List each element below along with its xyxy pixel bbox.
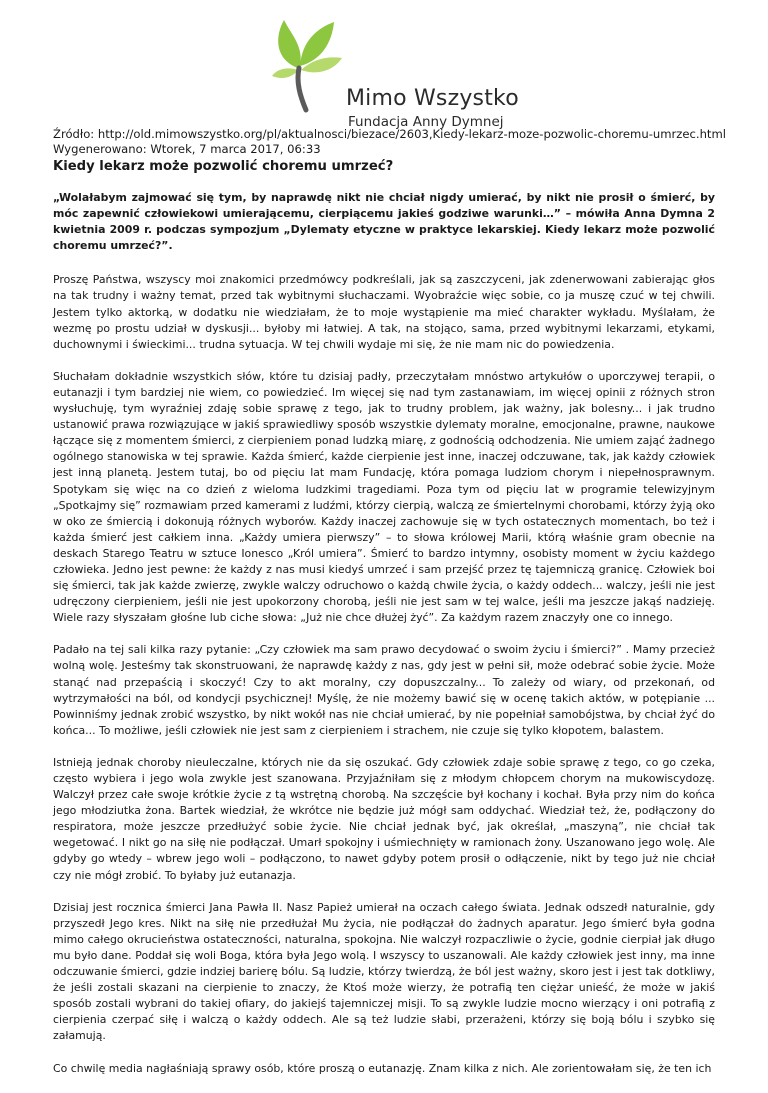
document-meta: [53, 127, 733, 157]
source-line: Źródło: http://old.mimowszystko.org/pl/aktualnosci/biezace/2603,Kiedy-lekarz-moze-pozwolic-choremu-umrzec.html: [53, 127, 726, 141]
article-lead: „Wolałabym zajmować się tym, by naprawdę nikt nie chciał nigdy umierać, by nikt nie prosił o śmierć, by móc zapewnić człowiekowi umierającemu, cierpiącemu jakieś godziwe warunki…” – mówiła Anna Dymna 2 kwietnia 2009 r. podczas sympozjum „Dylematy etyczne w praktyce lekarskiej. Kiedy lekarz może pozwolić choremu umrzeć?”.: [53, 191, 715, 253]
article-paragraph: Słuchałam dokładnie wszystkich słów, które tu dzisiaj padły, przeczytałam mnóstwo artykułów o uporczywej terapii, o eutanazji i tym bardziej nie wiem, co powiedzieć. Im więcej się nad tym zastanawiam, im więcej opinii z różnych stron wysłuchuję, tym wyraźniej zdaję sobie sprawę z tego, jak to trudny problem, jak ważny, jak bolesny... i jak trudno ustanowić prawa rozwiązujące w jakiś sprawiedliwy sposób wszystkie dylematy moralne, emocjonalne, prawne, naukowe łączące się z momentem śmierci, z cierpieniem ponad ludzką miarę, z godnością odchodzenia. Nie umiem zająć żadnego ogólnego stanowiska w tej sprawie. Każda śmierć, każde cierpienie jest inne, inaczej odczuwane, tak, jak każdy człowiek jest inną planetą. Jestem tutaj, bo od pięciu lat mam Fundację, która pomaga ludziom chorym i niepełnosprawnym. Spotykam się więc na co dzień z wieloma ludzkimi tragediami. Poza tym od pięciu lat w programie telewizyjnym „Spotkajmy się” rozmawiam przed kamerami z ludźmi, którzy cierpią, walczą ze śmiertelnymi chorobami, którzy żyją oko w oko ze śmiercią i dokonują różnych wyborów. Każdy inaczej zachowuje się w tych ostatecznych momentach, bo też i każda śmierć jest całkiem inna. „Każdy umiera pierwszy” – to słowa królowej Marii, którą właśnie gram obecnie na deskach Starego Teatru w sztuce Ionesco „Król umiera”. Śmierć to bardzo intymny, osobisty moment w życiu każdego człowieka. Jedno jest pewne: że każdy z nas musi kiedyś umrzeć i sam przejść przez tę tajemniczą granicę. Człowiek boi się śmierci, tak jak każde zwierzę, zwykle walczy odruchowo o każdą chwile życia, o każdy oddech... walczy, jeśli nie jest udręczony cierpieniem, jeśli nie jest upokorzony chorobą, jeśli nie jest sam w tej walce, jeśli ma jeszcze jakąś nadzieję. Wiele razy słyszałam głośne lub ciche słowa: „Już nie chce dłużej żyć”. Za każdym razem znaczyły one co innego.: [53, 369, 715, 625]
article-paragraph: Istnieją jednak choroby nieuleczalne, których nie da się oszukać. Gdy człowiek zdaje sobie sprawę z tego, co go czeka, często wybiera i jego wola zwykle jest szanowana. Przyjaźniłam się z młodym chłopcem chorym na mukowiscydozę. Walczył przez całe swoje krótkie życie z tą wstrętną chorobą. Na szczęście był kochany i kochał. Była przy nim do końca jego młodziutka żona. Bartek wiedział, że wkrótce nie będzie już mógł sam oddychać. Wiedział też, że, podłączony do respiratora, może jeszcze przedłużyć sobie życie. Nie chciał jednak być, jak określał, „maszyną”, nie chciał tak wegetować. I nikt go na siłę nie podłączał. Umarł spokojny i uśmiechnięty w ramionach żony. Uszanowano jego wolę. Ale gdyby go wtedy – wbrew jego woli – podłączono, to nawet gdyby potem prosił o odłączenie, nikt by tego już nie chciał czy nie mógł zrobić. To byłaby już eutanazja.: [53, 755, 715, 882]
article-body: [53, 190, 715, 1093]
article-paragraph: Padało na tej sali kilka razy pytanie: „Czy człowiek ma sam prawo decydować o swoim życiu i śmierci?” . Mamy przecież wolną wolę. Jesteśmy tak skonstruowani, że naprawdę każdy z nas, gdy jest w pełni sił, może odebrać sobie życie. Może stanąć nad przepaścią i skoczyć! Czy to akt moralny, czy dopuszczalny... To zależy od wiary, od przekonań, od wytrzymałości na ból, od kondycji psychicznej! Myślę, że nie możemy bawić się w ocenę takich aktów, w potępianie ... Powinniśmy jednak zrobić wszystko, by nikt wokół nas nie chciał umierać, by nie popełniał samobójstwa, by chciał żyć do końca... To możliwe, jeśli człowiek nie jest sam z cierpieniem i strachem, nie czuje się tylko kłopotem, balastem.: [53, 643, 715, 737]
article-paragraph: Dzisiaj jest rocznica śmierci Jana Pawła II. Nasz Papież umierał na oczach całego świata. Jednak odszedł naturalnie, gdy przyszedł Jego kres. Nikt na siłę nie przedłużał Mu życia, nie podłączał do żadnych aparatur. Jego śmierć była godna mimo całego okrucieństwa ostateczności, naturalna, spokojna. Nie walczył rozpaczliwie o życie, godnie cierpiał jak długo mu było dane. Poddał się woli Boga, która była Jego wolą. I wszyscy to uszanowali. Ale każdy człowiek jest inny, ma inne odczuwanie śmierci, gdzie indziej barierę bólu. Są ludzie, którzy twierdzą, że ból jest ważny, skoro jest i jest tak dotkliwy, że jeśli zostali skazani na cierpienie to znaczy, że Ktoś może wierzy, że potrafią ten ciężar unieść, że może w jakiś sposób zostali wybrani do takiej ofiary, do jakiejś tajemniczej misji. To są zwykle ludzie mocno wierzący i oni potrafią z cierpienia czerpać siłę i walczą o każdy oddech. Ale są też ludzie słabi, przerażeni, którzy się boją bólu i szybko się załamują.: [53, 900, 715, 1043]
article-title: Kiedy lekarz może pozwolić choremu umrzeć?: [53, 159, 394, 174]
leaf-logo-icon: [270, 10, 350, 120]
article-paragraph: Co chwilę media nagłaśniają sprawy osób, które proszą o eutanazję. Znam kilka z nich. Ale zorientowałam się, że ten ich: [53, 1061, 712, 1075]
generated-line: Wygenerowano: Wtorek, 7 marca 2017, 06:33: [53, 142, 321, 156]
logo-subtitle: Fundacja Anny Dymnej: [348, 114, 504, 130]
foundation-logo: [270, 10, 519, 130]
logo-title: Mimo Wszystko: [346, 86, 519, 111]
article-paragraph: Proszę Państwa, wszyscy moi znakomici przedmówcy podkreślali, jak są zaszczyceni, jak zdenerwowani zabierając głos na tak trudny i ważny temat, przed tak wybitnymi słuchaczami. Wyobraźcie więc sobie, co ja muszę czuć w tej chwili. Jestem tylko aktorką, w dodatku nie wiedziałam, że to moje wystąpienie ma mieć charakter wykładu. Myślałam, że wezmę po prostu udział w dyskusji... byłoby mi łatwiej. A tak, na stojąco, sama, przed wybitnymi lekarzami, etykami, duchownymi i świeckimi... trudna sytuacja. W tej chwili wydaje mi się, że nie mam nic do powiedzenia.: [53, 273, 715, 351]
